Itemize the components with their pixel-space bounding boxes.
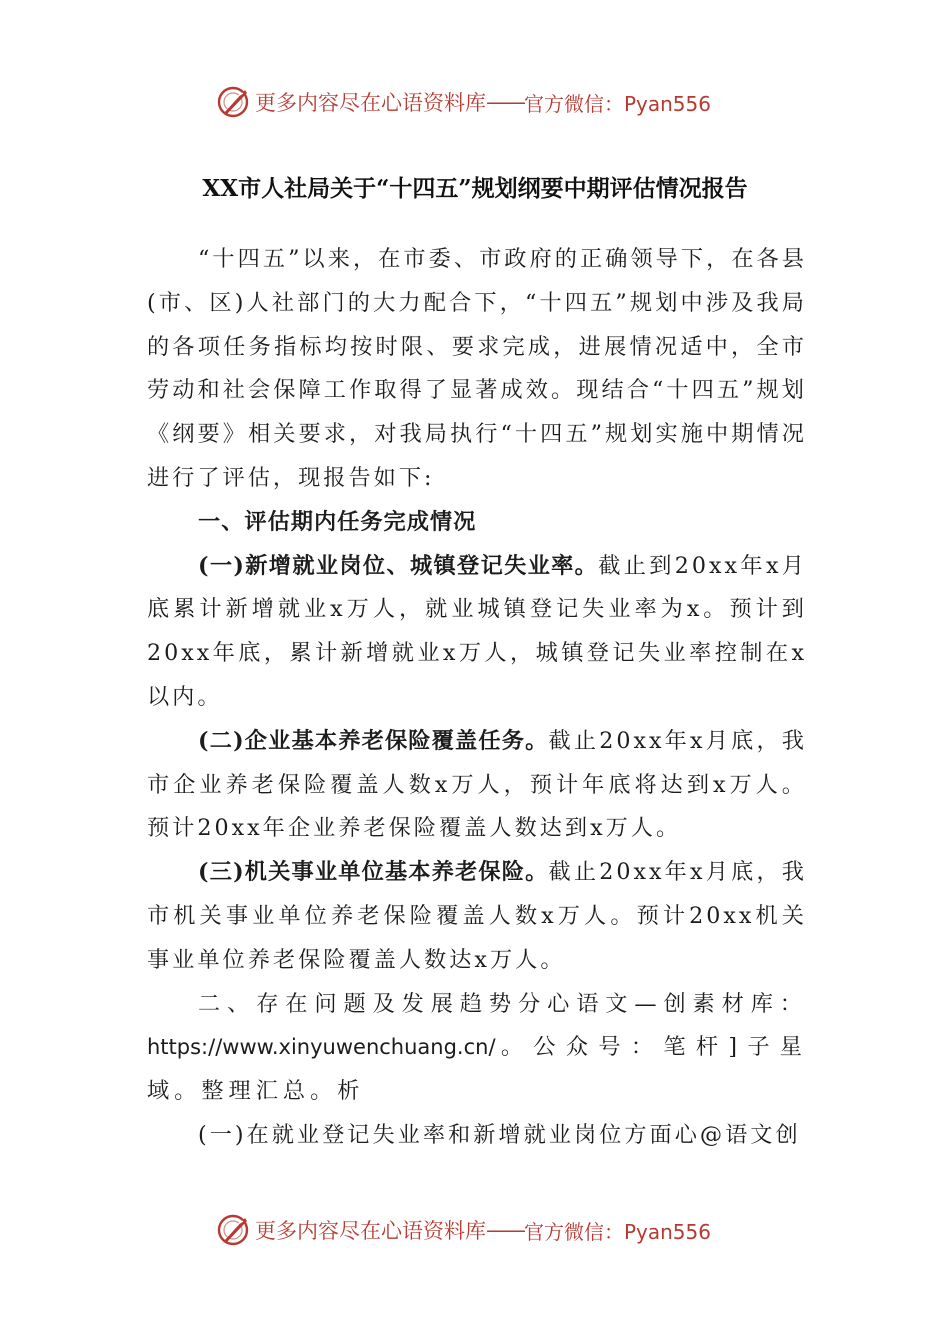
item-text-3: 截止20xx年x月底，我市机关事业单位养老保险覆盖人数x万人。预计20xx机关事业单位养老保险覆盖人数达x万人。 — [147, 859, 807, 973]
section-2-text-b: 。公众号：笔杆]子星域。整理汇总。析 — [147, 1034, 807, 1105]
item-paragraph-2 — [147, 720, 807, 851]
watermark-banner-bottom — [0, 1210, 950, 1250]
item-lead-2: (二)企业基本养老保险覆盖任务。 — [198, 727, 549, 754]
watermark-site-text: 更多内容尽在心语资料库 — [254, 1219, 486, 1243]
document-title: XX市人社局关于“十四五”规划纲要中期评估情况报告 — [202, 175, 748, 202]
section-2-paragraph — [147, 983, 807, 1114]
item-paragraph-1 — [147, 545, 807, 720]
item-text-1: 截止到20xx年x月底累计新增就业x万人，就业城镇登记失业率为x。预计到20xx年底，累计新增就业x万人，城镇登记失业率控制在x以内。 — [147, 552, 807, 710]
watermark-banner-top — [0, 82, 950, 122]
source-url-text: https://www.xinyuwenchuang.cn/ — [147, 1035, 496, 1060]
item-paragraph-4: (一)在就业登记失业率和新增就业岗位方面心@语文创 — [198, 1121, 801, 1148]
quill-seal-icon — [215, 84, 251, 120]
item-text-2: 截止20xx年x月底，我市企业养老保险覆盖人数x万人，预计年底将达到x万人。预计20xx年企业养老保险覆盖人数达到x万人。 — [147, 727, 807, 842]
item-paragraph-3 — [147, 851, 807, 982]
item-lead-3: (三)机关事业单位基本养老保险。 — [198, 859, 549, 886]
watermark-contact-text: 官方微信：Pyan556 — [523, 91, 711, 116]
watermark-site-text: 更多内容尽在心语资料库 — [254, 91, 486, 115]
watermark-dash: —— — [485, 1218, 524, 1242]
watermark-dash: —— — [485, 90, 524, 114]
document-body — [147, 238, 807, 1158]
item-lead-1: (一)新增就业岗位、城镇登记失业率。 — [198, 552, 599, 579]
section-2-text-a: 二、存在问题及发展趋势分心语文—创素材库： — [198, 990, 807, 1017]
watermark-contact-text: 官方微信：Pyan556 — [523, 1219, 711, 1244]
section-heading-1: 一、评估期内任务完成情况 — [198, 508, 477, 535]
intro-paragraph: “十四五”以来，在市委、市政府的正确领导下，在各县(市、区)人社部门的大力配合下，“十四五”规划中涉及我局的各项任务指标均按时限、要求完成，进展情况适中，全市劳动和社会保障工作取得了显著成效。现结合“十四五”规划《纲要》相关要求，对我局执行“十四五”规划实施中期情况进行了评估，现报告如下: — [147, 246, 807, 491]
quill-seal-icon — [215, 1212, 251, 1248]
